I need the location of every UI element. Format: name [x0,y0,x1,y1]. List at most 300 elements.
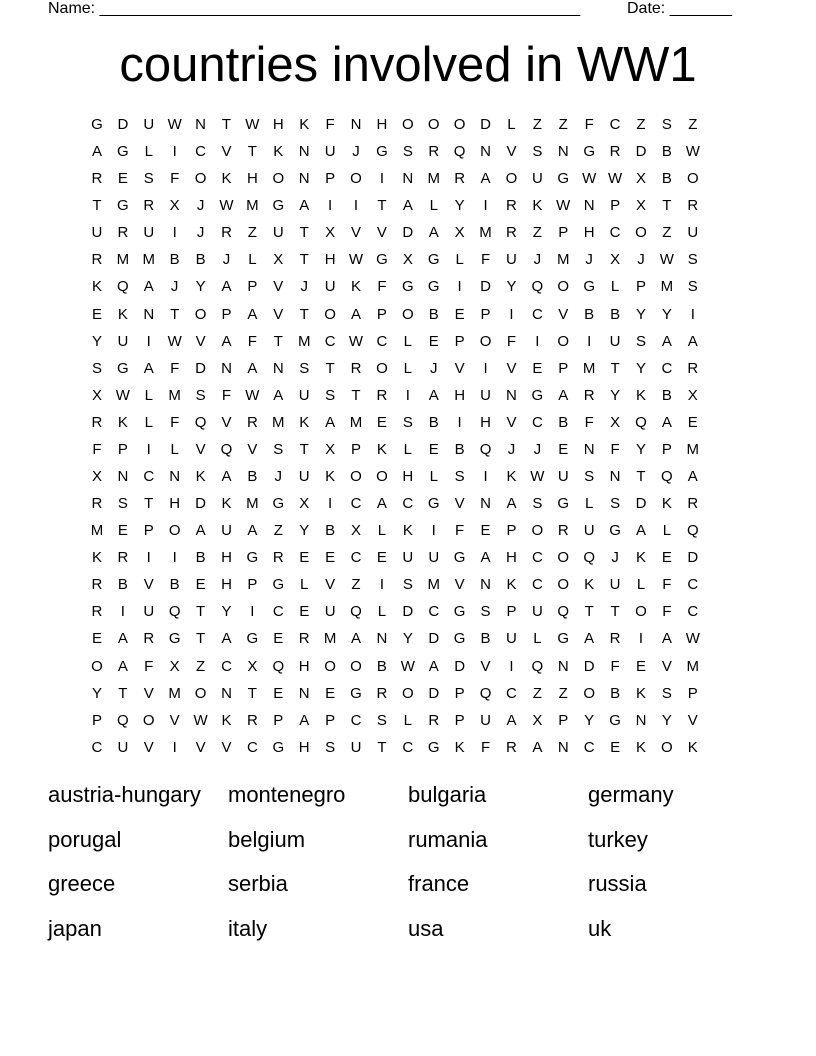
grid-letter[interactable]: A [273,386,284,404]
grid-letter[interactable]: A [584,630,595,648]
grid-letter[interactable]: K [376,440,387,458]
grid-letter[interactable]: O [531,522,544,540]
grid-letter[interactable]: C [402,495,414,513]
grid-letter[interactable]: P [558,359,569,377]
grid-letter[interactable]: K [221,495,232,513]
grid-letter[interactable]: I [250,603,255,621]
grid-letter[interactable]: K [351,278,362,296]
grid-letter[interactable]: F [170,413,180,431]
grid-letter[interactable]: E [687,413,698,431]
grid-letter[interactable]: Y [195,278,206,296]
grid-letter[interactable]: S [687,251,698,269]
grid-letter[interactable]: P [610,197,621,215]
grid-letter[interactable]: C [687,576,699,594]
grid-letter[interactable]: W [219,197,234,215]
grid-letter[interactable]: Q [531,278,544,296]
grid-letter[interactable]: M [557,251,570,269]
grid-letter[interactable]: Q [531,657,544,675]
grid-letter[interactable]: Q [583,549,595,567]
grid-letter[interactable]: O [194,305,207,323]
grid-letter[interactable]: T [662,197,672,215]
grid-letter[interactable]: P [687,684,698,702]
grid-letter[interactable]: N [583,440,595,458]
grid-letter[interactable]: N [557,143,569,161]
grid-letter[interactable]: O [194,170,207,188]
grid-letter[interactable]: E [195,576,206,594]
grid-letter[interactable]: M [427,170,440,188]
grid-letter[interactable]: H [376,116,388,133]
grid-letter[interactable]: W [167,332,182,350]
grid-letter[interactable]: Q [453,143,466,161]
grid-letter[interactable]: X [325,224,336,242]
grid-letter[interactable]: P [273,711,284,729]
grid-letter[interactable]: Z [688,116,698,133]
grid-letter[interactable]: R [687,359,699,377]
grid-letter[interactable]: P [506,603,517,621]
grid-letter[interactable]: F [662,576,672,594]
grid-letter[interactable]: L [533,630,542,648]
grid-letter[interactable]: L [144,386,153,404]
grid-letter[interactable]: K [91,278,102,296]
grid-letter[interactable]: A [428,224,439,242]
grid-letter[interactable]: U [557,468,569,486]
grid-letter[interactable]: P [635,278,646,296]
grid-letter[interactable]: X [91,468,102,486]
grid-letter[interactable]: R [91,251,103,269]
grid-letter[interactable]: M [168,684,181,702]
grid-letter[interactable]: G [350,684,362,702]
grid-letter[interactable]: B [428,413,439,431]
grid-letter[interactable]: K [506,468,517,486]
grid-letter[interactable]: L [455,251,464,269]
grid-letter[interactable]: G [609,522,621,540]
grid-letter[interactable]: T [636,468,646,486]
grid-letter[interactable]: F [584,413,594,431]
grid-letter[interactable]: W [245,116,260,133]
grid-letter[interactable]: G [583,143,595,161]
grid-letter[interactable]: A [143,359,154,377]
grid-letter[interactable]: W [115,386,130,404]
grid-letter[interactable]: R [298,630,310,648]
grid-letter[interactable]: H [480,413,491,431]
grid-letter[interactable]: R [91,413,103,431]
grid-letter[interactable]: H [506,549,517,567]
grid-letter[interactable]: D [428,684,440,702]
grid-letter[interactable]: R [272,549,284,567]
grid-letter[interactable]: R [454,170,466,188]
grid-letter[interactable]: U [506,630,517,648]
grid-letter[interactable]: I [146,440,151,458]
grid-letter[interactable]: U [609,332,621,350]
grid-letter[interactable]: H [298,657,310,675]
grid-letter[interactable]: D [402,603,414,621]
grid-letter[interactable]: F [480,251,491,269]
grid-letter[interactable]: Y [635,305,646,323]
grid-letter[interactable]: P [325,170,336,188]
grid-letter[interactable]: G [427,251,440,269]
grid-letter[interactable]: V [558,305,569,323]
grid-letter[interactable]: K [661,495,672,513]
grid-letter[interactable]: S [532,143,543,161]
grid-letter[interactable]: H [221,549,232,567]
grid-letter[interactable]: F [377,278,387,296]
grid-letter[interactable]: U [143,224,155,242]
grid-letter[interactable]: O [168,522,181,540]
grid-letter[interactable]: Y [91,684,102,702]
grid-letter[interactable]: J [533,251,542,269]
grid-letter[interactable]: R [221,224,232,242]
grid-letter[interactable]: A [480,170,491,188]
grid-letter[interactable]: M [582,359,596,377]
grid-letter[interactable]: T [299,224,309,242]
grid-letter[interactable]: B [661,143,672,161]
grid-letter[interactable]: R [350,359,362,377]
grid-letter[interactable]: X [635,197,646,215]
grid-letter[interactable]: K [687,738,698,756]
grid-letter[interactable]: P [506,522,517,540]
grid-letter[interactable]: I [638,630,644,648]
grid-letter[interactable]: U [687,224,699,242]
grid-letter[interactable]: Z [195,657,206,675]
grid-letter[interactable]: C [531,413,543,431]
grid-letter[interactable]: F [247,332,257,350]
grid-letter[interactable]: C [350,549,362,567]
grid-letter[interactable]: M [686,657,700,675]
grid-letter[interactable]: U [428,549,440,567]
grid-letter[interactable]: Y [661,711,672,729]
grid-letter[interactable]: M [246,197,259,215]
grid-letter[interactable]: F [455,522,465,540]
grid-letter[interactable]: L [507,116,516,133]
grid-letter[interactable]: C [221,657,232,675]
grid-letter[interactable]: N [635,711,647,729]
grid-letter[interactable]: S [635,332,646,350]
grid-letter[interactable]: F [92,440,102,458]
grid-letter[interactable]: H [169,495,181,513]
grid-letter[interactable]: V [376,224,387,242]
grid-letter[interactable]: X [610,413,621,431]
grid-letter[interactable]: C [531,305,543,323]
grid-letter[interactable]: L [403,440,412,458]
grid-letter[interactable]: I [172,224,177,242]
grid-letter[interactable]: C [272,603,284,621]
grid-letter[interactable]: I [431,522,436,540]
grid-letter[interactable]: I [328,495,333,513]
grid-letter[interactable]: U [324,603,336,621]
grid-letter[interactable]: U [506,251,517,269]
grid-letter[interactable]: J [196,224,205,242]
grid-letter[interactable]: L [377,522,387,540]
grid-letter[interactable]: B [195,251,206,269]
grid-letter[interactable]: K [635,549,646,567]
grid-letter[interactable]: D [635,495,647,513]
grid-letter[interactable]: J [196,197,205,215]
grid-letter[interactable]: T [299,251,309,269]
grid-letter[interactable]: S [480,603,491,621]
grid-letter[interactable]: O [661,738,673,756]
grid-letter[interactable]: A [661,413,672,431]
grid-letter[interactable]: E [91,305,102,323]
grid-letter[interactable]: Y [661,305,672,323]
grid-letter[interactable]: U [324,278,336,296]
grid-letter[interactable]: R [91,495,103,513]
grid-letter[interactable]: G [427,495,440,513]
grid-letter[interactable]: U [324,143,336,161]
grid-letter[interactable]: C [609,116,621,133]
grid-letter[interactable]: W [400,657,415,675]
grid-letter[interactable]: X [247,657,258,675]
grid-letter[interactable]: P [325,711,336,729]
grid-letter[interactable]: H [298,738,310,756]
grid-letter[interactable]: F [584,116,594,133]
grid-letter[interactable]: D [402,224,414,242]
grid-letter[interactable]: M [323,630,337,648]
grid-letter[interactable]: F [662,603,672,621]
grid-letter[interactable]: I [457,413,462,431]
grid-letter[interactable]: A [221,630,232,648]
grid-letter[interactable]: L [377,603,387,621]
grid-letter[interactable]: S [454,468,465,486]
grid-letter[interactable]: G [453,630,466,648]
grid-letter[interactable]: H [221,576,232,594]
grid-letter[interactable]: N [169,468,181,486]
grid-letter[interactable]: P [91,711,102,729]
grid-letter[interactable]: Z [636,116,646,133]
grid-letter[interactable]: G [246,549,259,567]
grid-letter[interactable]: R [428,143,440,161]
grid-letter[interactable]: V [480,657,491,675]
grid-letter[interactable]: P [454,684,465,702]
grid-letter[interactable]: V [143,684,154,702]
grid-letter[interactable]: R [557,522,569,540]
grid-letter[interactable]: G [531,386,544,404]
grid-letter[interactable]: W [348,251,364,269]
grid-letter[interactable]: T [325,359,335,377]
grid-letter[interactable]: Q [194,413,207,431]
grid-letter[interactable]: V [143,576,154,594]
grid-letter[interactable]: D [635,143,647,161]
grid-letter[interactable]: A [428,657,439,675]
grid-letter[interactable]: K [195,468,206,486]
grid-letter[interactable]: R [117,549,129,567]
grid-letter[interactable]: S [273,440,284,458]
grid-letter[interactable]: L [403,359,412,377]
grid-letter[interactable]: A [532,738,543,756]
grid-letter[interactable]: C [661,359,673,377]
grid-letter[interactable]: Y [635,359,646,377]
grid-letter[interactable]: F [610,440,620,458]
grid-letter[interactable]: A [661,630,672,648]
grid-letter[interactable]: Q [479,684,492,702]
grid-letter[interactable]: N [480,495,491,513]
grid-letter[interactable]: G [246,630,259,648]
grid-letter[interactable]: B [169,576,180,594]
grid-letter[interactable]: B [584,305,595,323]
grid-letter[interactable]: W [556,197,571,215]
grid-letter[interactable]: X [402,251,413,269]
grid-letter[interactable]: T [299,305,309,323]
grid-letter[interactable]: C [350,495,362,513]
grid-letter[interactable]: Q [272,657,285,675]
grid-letter[interactable]: V [454,495,465,513]
grid-letter[interactable]: K [454,738,465,756]
grid-letter[interactable]: O [350,468,362,486]
grid-letter[interactable]: R [609,630,621,648]
grid-letter[interactable]: K [117,305,128,323]
grid-letter[interactable]: W [607,170,623,188]
grid-letter[interactable]: K [221,170,232,188]
grid-letter[interactable]: O [91,657,103,675]
grid-letter[interactable]: J [611,549,619,567]
grid-letter[interactable]: R [609,143,621,161]
grid-letter[interactable]: A [635,522,646,540]
grid-letter[interactable]: M [297,332,311,350]
grid-letter[interactable]: C [324,332,336,350]
grid-letter[interactable]: A [687,332,698,350]
grid-letter[interactable]: N [350,116,362,133]
grid-letter[interactable]: N [117,468,129,486]
grid-letter[interactable]: L [144,413,153,431]
grid-letter[interactable]: I [587,332,592,350]
grid-letter[interactable]: N [480,143,491,161]
grid-letter[interactable]: L [636,576,646,594]
grid-letter[interactable]: E [428,440,439,458]
grid-letter[interactable]: N [272,359,284,377]
grid-letter[interactable]: A [351,630,362,648]
grid-letter[interactable]: E [376,413,387,431]
grid-letter[interactable]: H [583,224,595,242]
grid-letter[interactable]: D [687,549,699,567]
grid-letter[interactable]: Z [558,684,568,702]
grid-letter[interactable]: P [661,440,672,458]
grid-letter[interactable]: I [120,603,125,621]
grid-letter[interactable]: J [585,251,593,269]
grid-letter[interactable]: X [454,224,465,242]
grid-letter[interactable]: T [247,143,257,161]
grid-letter[interactable]: S [687,278,698,296]
grid-letter[interactable]: Y [584,711,595,729]
grid-letter[interactable]: P [454,332,465,350]
grid-letter[interactable]: O [453,116,466,133]
grid-letter[interactable]: N [557,657,569,675]
grid-letter[interactable]: K [584,576,595,594]
grid-letter[interactable]: K [299,413,310,431]
grid-letter[interactable]: X [299,495,310,513]
date-field[interactable]: Date: _______ [627,0,732,17]
grid-letter[interactable]: N [298,684,310,702]
grid-letter[interactable]: T [92,197,102,215]
grid-letter[interactable]: J [533,440,542,458]
grid-letter[interactable]: S [402,413,413,431]
grid-letter[interactable]: O [479,332,492,350]
grid-letter[interactable]: S [325,738,336,756]
grid-letter[interactable]: I [379,170,384,188]
grid-letter[interactable]: V [169,711,180,729]
grid-letter[interactable]: P [221,305,232,323]
grid-letter[interactable]: U [298,468,310,486]
grid-letter[interactable]: N [376,630,388,648]
grid-letter[interactable]: V [247,440,258,458]
grid-letter[interactable]: S [195,386,206,404]
grid-letter[interactable]: A [558,386,569,404]
grid-letter[interactable]: P [117,440,128,458]
grid-letter[interactable]: T [610,603,620,621]
grid-letter[interactable]: O [350,657,362,675]
grid-letter[interactable]: O [583,684,595,702]
grid-letter[interactable]: V [143,738,154,756]
grid-letter[interactable]: I [172,738,177,756]
grid-letter[interactable]: G [401,278,414,296]
grid-letter[interactable]: T [170,305,180,323]
grid-letter[interactable]: Q [479,440,492,458]
grid-letter[interactable]: Q [686,522,699,540]
grid-letter[interactable]: R [91,576,103,594]
grid-letter[interactable]: H [402,468,414,486]
grid-letter[interactable]: J [507,440,516,458]
grid-letter[interactable]: S [91,359,102,377]
grid-letter[interactable]: V [506,413,517,431]
grid-letter[interactable]: C [531,576,543,594]
grid-letter[interactable]: H [324,251,336,269]
grid-letter[interactable]: X [169,197,180,215]
grid-letter[interactable]: D [583,657,595,675]
grid-letter[interactable]: Q [117,278,129,296]
grid-letter[interactable]: S [661,116,672,133]
grid-letter[interactable]: U [350,738,362,756]
grid-letter[interactable]: C [402,738,414,756]
grid-letter[interactable]: E [273,630,284,648]
grid-letter[interactable]: X [91,386,102,404]
grid-letter[interactable]: Y [506,278,517,296]
grid-letter[interactable]: L [144,143,153,161]
grid-letter[interactable]: U [221,522,232,540]
grid-letter[interactable]: P [351,440,362,458]
grid-letter[interactable]: V [195,332,206,350]
grid-letter[interactable]: I [172,143,177,161]
grid-letter[interactable]: M [90,522,104,540]
grid-letter[interactable]: E [428,332,439,350]
grid-letter[interactable]: W [582,170,597,188]
grid-letter[interactable]: C [246,738,258,756]
grid-letter[interactable]: R [246,413,258,431]
grid-letter[interactable]: O [401,684,414,702]
grid-letter[interactable]: E [376,549,387,567]
grid-letter[interactable]: E [91,630,102,648]
grid-letter[interactable]: L [300,576,309,594]
grid-letter[interactable]: R [143,630,155,648]
grid-letter[interactable]: G [272,495,285,513]
grid-letter[interactable]: F [170,359,180,377]
grid-letter[interactable]: V [325,576,336,594]
grid-letter[interactable]: L [403,332,412,350]
grid-letter[interactable]: R [91,603,103,621]
grid-letter[interactable]: M [686,440,700,458]
grid-letter[interactable]: S [610,495,621,513]
grid-letter[interactable]: R [687,495,699,513]
grid-letter[interactable]: S [117,495,128,513]
grid-letter[interactable]: G [91,116,103,133]
grid-letter[interactable]: I [509,305,514,323]
grid-letter[interactable]: P [454,711,465,729]
grid-letter[interactable]: A [221,468,232,486]
grid-letter[interactable]: M [660,278,674,296]
grid-letter[interactable]: W [245,386,260,404]
grid-letter[interactable]: A [247,359,258,377]
grid-letter[interactable]: H [272,116,284,133]
grid-letter[interactable]: Y [221,603,232,621]
grid-letter[interactable]: D [428,630,440,648]
grid-letter[interactable]: U [143,603,155,621]
